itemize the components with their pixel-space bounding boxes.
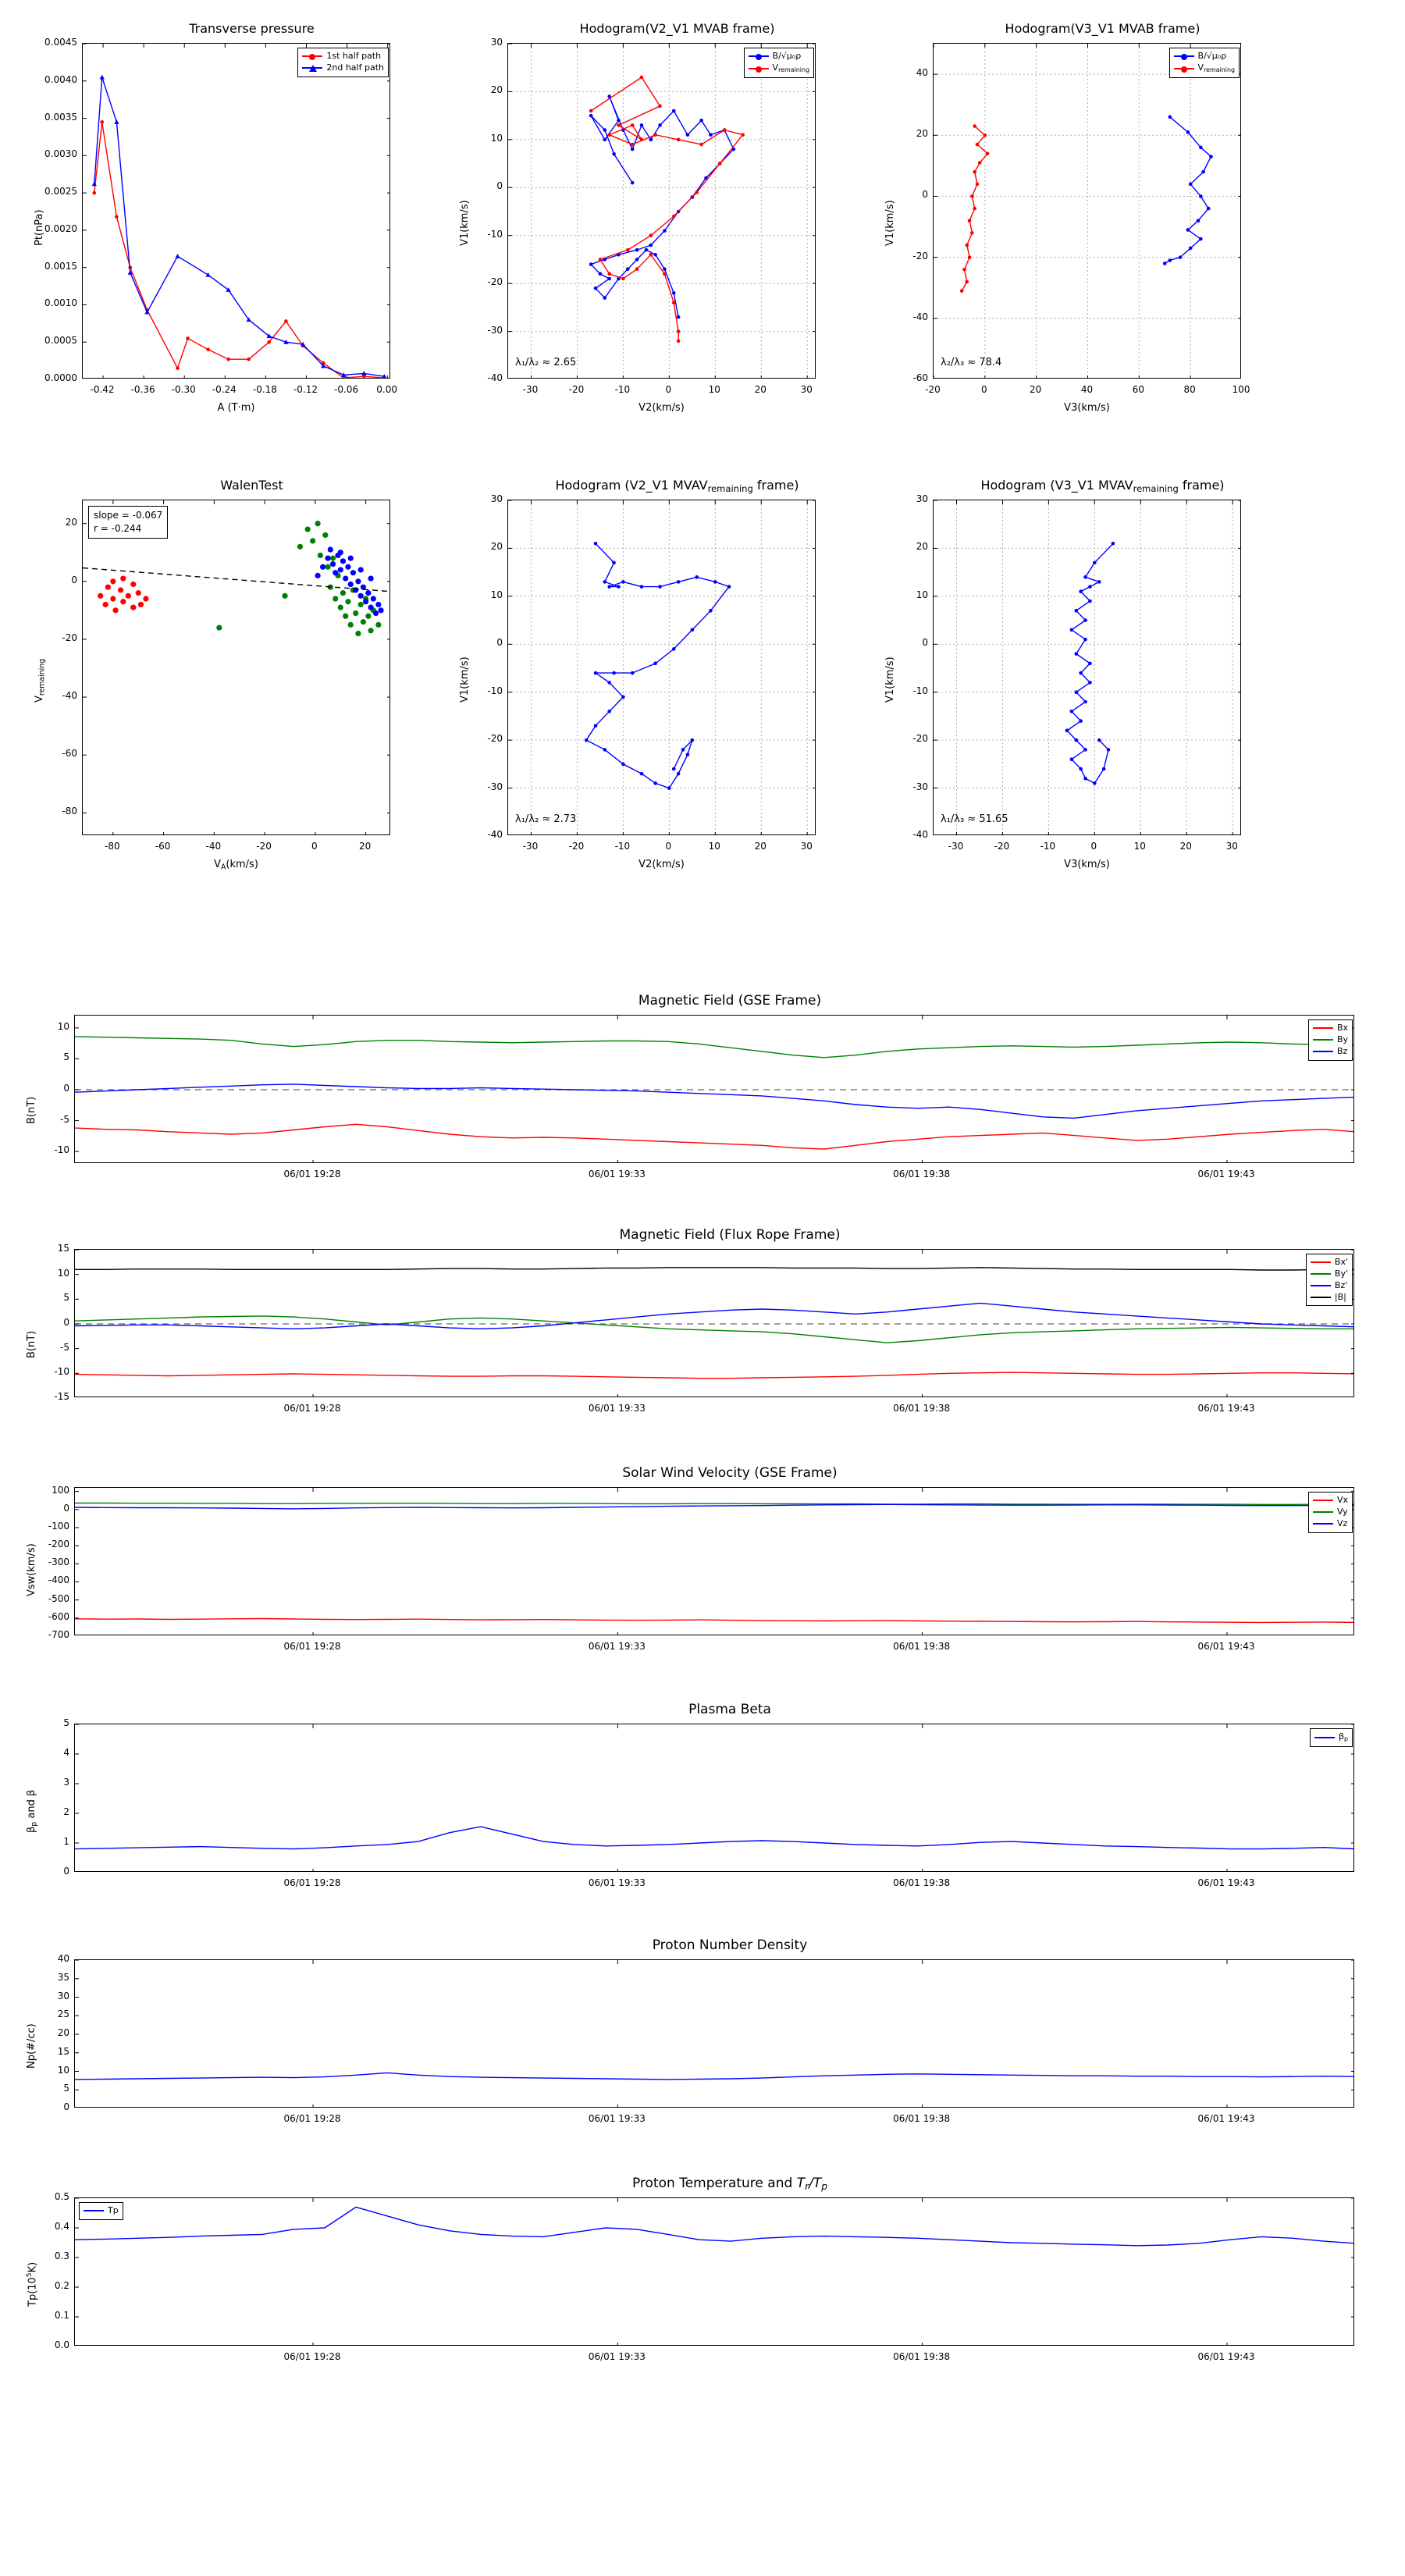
legend-entry: [302, 62, 384, 74]
y-axis-tick-label: -100: [48, 1520, 69, 1532]
x-axis-tick-label: -20: [925, 384, 941, 395]
legend-swatch-Tp: [84, 2210, 104, 2211]
y-axis-tick-label: 20: [916, 128, 928, 140]
x-axis-tick-label: -0.24: [212, 384, 237, 395]
legend-swatch-Bz: [1313, 1051, 1333, 1052]
y-axis-tick-label: -10: [487, 685, 503, 696]
legend-entry: [1174, 62, 1235, 75]
x-axis-tick-label: 06/01 19:28: [283, 1877, 341, 1888]
y-axis-tick-label: -600: [48, 1610, 69, 1622]
y-axis-tick-label: 15: [57, 2045, 69, 2057]
y-axis-tick-label: 0.3: [54, 2250, 69, 2261]
legend-swatch-Vx: [1313, 1500, 1333, 1501]
x-axis-tick-label: -10: [614, 384, 631, 395]
y-axis-tick-label: 5: [63, 1717, 69, 1728]
legend-marker: [756, 54, 762, 60]
y-axis-label: V1(km/s): [459, 656, 471, 703]
y-axis-label: V1(km/s): [884, 200, 896, 246]
x-axis-tick-label: 06/01 19:43: [1197, 1877, 1255, 1888]
y-axis-label: Np(#/cc): [26, 2023, 37, 2069]
y-axis-tick-label: -30: [487, 324, 503, 336]
y-axis-tick-label: -15: [54, 1391, 69, 1402]
plot-area: [82, 43, 390, 379]
x-axis-tick-label: 0: [311, 841, 318, 852]
y-axis-tick-label: -30: [487, 781, 503, 792]
y-axis-tick-label: 0: [922, 189, 928, 201]
legend-entry: [1313, 1046, 1348, 1058]
legend-marker: [1181, 66, 1187, 73]
chart-title: Hodogram (V2_V1 $MVAV_{remaining}$ frame): [555, 478, 799, 494]
y-axis-tick-label: 20: [916, 541, 928, 553]
fit-stat-line: r = -0.244: [94, 522, 142, 534]
y-axis-tick-label: 10: [490, 132, 503, 144]
y-axis-tick-label: -10: [54, 1144, 69, 1156]
x-axis-tick-label: 06/01 19:38: [893, 1641, 951, 1652]
y-axis-tick-label: 0.0020: [44, 222, 77, 234]
x-axis-tick-label: 06/01 19:43: [1197, 1403, 1255, 1414]
chart-title: Hodogram(V3_V1 MVAB frame): [1005, 21, 1200, 36]
y-axis-tick-label: 0: [922, 637, 928, 649]
x-axis-tick-label: 100: [1232, 384, 1250, 395]
plot-area: [933, 500, 1241, 835]
y-axis-tick-label: 0.2: [54, 2280, 69, 2291]
chart-legend: [1310, 1728, 1353, 1747]
y-axis-tick-label: 0: [63, 1502, 69, 1514]
y-axis-tick-label: -5: [60, 1341, 69, 1353]
legend-swatch-2nd half path: [302, 67, 322, 69]
y-axis-tick-label: 10: [490, 589, 503, 600]
fit-statistics-box: [88, 506, 168, 539]
legend-swatch-Bx: [1313, 1027, 1333, 1029]
x-axis-label: V3(km/s): [1064, 402, 1110, 414]
x-axis-tick-label: -10: [1040, 841, 1056, 852]
legend-swatch-By: [1313, 1039, 1333, 1041]
plot-area: [82, 500, 390, 835]
chart-title: Hodogram (V3_V1 $MVAV_{remaining}$ frame): [980, 478, 1225, 494]
x-axis-tick-label: 10: [708, 841, 720, 852]
y-axis-tick-label: 0.0035: [44, 111, 77, 123]
legend-entry: [1311, 1292, 1348, 1304]
chart-legend: [1306, 1254, 1353, 1306]
y-axis-tick-label: 10: [57, 1020, 69, 1032]
y-axis-tick-label: 20: [490, 84, 503, 96]
x-axis-tick-label: 20: [1030, 384, 1042, 395]
y-axis-tick-label: 5: [63, 1051, 69, 1063]
y-axis-label: $\beta_p$ and β: [26, 1789, 39, 1833]
x-axis-tick-label: 60: [1132, 384, 1144, 395]
x-axis-tick-label: -60: [155, 841, 171, 852]
x-axis-label: V2(km/s): [638, 402, 685, 414]
y-axis-label: B(nT): [26, 1330, 37, 1358]
legend-swatch-Bz': [1311, 1285, 1331, 1286]
plot-area: [507, 500, 816, 835]
chart-legend: [1308, 1019, 1353, 1061]
legend-entry: [1313, 1023, 1348, 1034]
legend-label: Bz: [1336, 1045, 1348, 1056]
legend-entry: [1314, 1731, 1348, 1744]
x-axis-tick-label: 0: [665, 841, 672, 852]
x-axis-label: $V_A(km/s)$: [214, 859, 258, 872]
chart-panel-hodogram-v3v1-mvav: [870, 475, 1272, 881]
legend-label: $V_{remaining}$: [772, 62, 809, 73]
y-axis-label: $Tp(10^5K)$: [26, 2261, 39, 2307]
x-axis-tick-label: 30: [800, 841, 813, 852]
legend-label: B/√μ₀ρ: [772, 51, 802, 61]
y-axis-tick-label: -30: [912, 781, 928, 792]
x-axis-tick-label: 06/01 19:38: [893, 1877, 951, 1888]
legend-entry: [1313, 1034, 1348, 1046]
y-axis-tick-label: 3: [63, 1777, 69, 1788]
x-axis-tick-label: 06/01 19:38: [893, 1403, 951, 1414]
y-axis-tick-label: 0.0000: [44, 372, 77, 383]
x-axis-tick-label: -0.42: [90, 384, 115, 395]
x-axis-tick-label: -0.06: [334, 384, 359, 395]
x-axis-tick-label: -30: [522, 384, 539, 395]
chart-legend: [79, 2202, 123, 2220]
legend-label: Vy: [1336, 1506, 1348, 1517]
legend-label: |B|: [1334, 1291, 1346, 1302]
legend-marker: [1181, 54, 1187, 60]
x-axis-tick-label: -30: [948, 841, 964, 852]
y-axis-tick-label: 0.0: [54, 2339, 69, 2350]
x-axis-tick-label: 80: [1183, 384, 1196, 395]
legend-entry: [1313, 1495, 1348, 1507]
legend-entry: [1313, 1507, 1348, 1518]
y-axis-tick-label: 0: [63, 1317, 69, 1328]
x-axis-tick-label: 0: [981, 384, 987, 395]
chart-legend: [297, 48, 389, 77]
y-axis-tick-label: -200: [48, 1539, 69, 1550]
chart-title: Hodogram(V2_V1 MVAB frame): [579, 21, 775, 36]
y-axis-tick-label: 30: [490, 37, 503, 48]
y-axis-tick-label: 5: [63, 1292, 69, 1304]
x-axis-tick-label: 06/01 19:33: [588, 1403, 646, 1414]
legend-label: Tp: [108, 2205, 119, 2215]
y-axis-label: Vsw(km/s): [26, 1543, 37, 1596]
fit-stat-line: slope = -0.067: [94, 510, 163, 521]
legend-label: Bx: [1336, 1023, 1348, 1033]
legend-label: $V_{remaining}$: [1197, 62, 1235, 73]
x-axis-tick-label: 20: [1179, 841, 1192, 852]
x-axis-tick-label: -30: [522, 841, 539, 852]
x-axis-tick-label: 06/01 19:38: [893, 2351, 951, 2362]
y-axis-tick-label: 100: [52, 1484, 69, 1496]
y-axis-tick-label: -20: [62, 632, 77, 643]
y-axis-tick-label: -400: [48, 1574, 69, 1586]
x-axis-tick-label: 06/01 19:43: [1197, 1169, 1255, 1179]
x-axis-tick-label: -80: [105, 841, 120, 852]
y-axis-tick-label: 0.0025: [44, 186, 77, 197]
y-axis-tick-label: 10: [57, 1267, 69, 1279]
chart-title: Proton Temperature and $T_r/T_p$: [631, 2176, 828, 2193]
x-axis-tick-label: 30: [1225, 841, 1238, 852]
legend-label: $\beta_p$: [1338, 1731, 1348, 1742]
plot-area: [74, 1487, 1354, 1635]
y-axis-tick-label: 0: [496, 180, 503, 192]
legend-label: Vz: [1336, 1517, 1348, 1528]
plot-area: [74, 1249, 1354, 1397]
x-axis-tick-label: -0.36: [130, 384, 155, 395]
x-axis-tick-label: -0.18: [252, 384, 277, 395]
chart-panel-hodogram-v3v1-mvab: [870, 18, 1272, 424]
legend-swatch-1st half path: [302, 55, 322, 57]
x-axis-tick-label: 0.00: [376, 384, 398, 395]
x-axis-tick-label: 06/01 19:33: [588, 2351, 646, 2362]
legend-entry: [1311, 1268, 1348, 1280]
y-axis-tick-label: 20: [65, 516, 77, 528]
chart-panel-proton-temperature: [12, 2172, 1385, 2391]
y-axis-tick-label: -60: [62, 748, 77, 760]
y-axis-tick-label: 5: [63, 2083, 69, 2094]
x-axis-tick-label: -40: [205, 841, 222, 852]
y-axis-tick-label: -300: [48, 1557, 69, 1568]
legend-swatch-|B|: [1311, 1297, 1331, 1298]
legend-marker: [309, 65, 317, 72]
y-axis-tick-label: -10: [487, 228, 503, 240]
x-axis-tick-label: 06/01 19:43: [1197, 2351, 1255, 2362]
x-axis-tick-label: 10: [1133, 841, 1146, 852]
legend-swatch-Bx': [1311, 1261, 1331, 1263]
y-axis-tick-label: 0: [63, 1083, 69, 1094]
y-axis-tick-label: 2: [63, 1806, 69, 1817]
x-axis-tick-label: -0.30: [171, 384, 196, 395]
y-axis-tick-label: -10: [912, 685, 928, 696]
legend-entry: [1311, 1257, 1348, 1268]
plot-area: [74, 1959, 1354, 2108]
x-axis-tick-label: 0: [665, 384, 672, 395]
y-axis-tick-label: -40: [487, 829, 503, 840]
y-axis-tick-label: -5: [60, 1113, 69, 1125]
y-axis-label: Pt(nPa): [34, 209, 45, 246]
y-axis-tick-label: 30: [490, 493, 503, 504]
legend-swatch-Vy: [1313, 1511, 1333, 1513]
y-axis-tick-label: -20: [487, 733, 503, 745]
y-axis-tick-label: 0.0030: [44, 148, 77, 160]
y-axis-label: V1(km/s): [459, 200, 471, 246]
y-axis-tick-label: 1: [63, 1836, 69, 1847]
legend-label: 2nd half path: [326, 62, 384, 73]
x-axis-tick-label: 40: [1080, 384, 1094, 395]
x-axis-tick-label: -0.12: [293, 384, 318, 395]
legend-label: B/√μ₀ρ: [1197, 51, 1227, 61]
x-axis-tick-label: -20: [568, 384, 585, 395]
y-axis-tick-label: 0.0045: [44, 37, 77, 48]
chart-legend: [1169, 48, 1240, 78]
eigenvalue-ratio-annotation: λ₁/λ₂ ≈ 2.73: [515, 813, 577, 825]
legend-label: 1st half path: [326, 51, 382, 61]
y-axis-label: $V_{remaining}$: [34, 658, 47, 703]
x-axis-tick-label: -20: [994, 841, 1010, 852]
chart-panel-magnetic-field-flux-rope: [12, 1224, 1385, 1443]
y-axis-tick-label: 0: [71, 574, 77, 585]
y-axis-tick-label: 0.0005: [44, 335, 77, 347]
legend-label: Vx: [1336, 1495, 1348, 1505]
eigenvalue-ratio-annotation: λ₂/λ₃ ≈ 78.4: [941, 357, 1002, 368]
y-axis-tick-label: -20: [912, 250, 928, 262]
y-axis-tick-label: -700: [48, 1629, 69, 1640]
x-axis-label: A (T·m): [217, 402, 255, 414]
y-axis-tick-label: 30: [916, 493, 928, 504]
y-axis-tick-label: 0.5: [54, 2191, 69, 2202]
x-axis-tick-label: 06/01 19:28: [283, 1641, 341, 1652]
chart-title: Magnetic Field (GSE Frame): [638, 993, 822, 1009]
x-axis-tick-label: 10: [708, 384, 720, 395]
y-axis-tick-label: -40: [487, 372, 503, 383]
y-axis-tick-label: -20: [487, 276, 503, 288]
chart-title: Plasma Beta: [688, 1702, 771, 1717]
x-axis-tick-label: 30: [800, 384, 813, 395]
x-axis-tick-label: 06/01 19:43: [1197, 2113, 1255, 2124]
y-axis-tick-label: 0: [63, 2101, 69, 2112]
legend-label: By: [1336, 1034, 1348, 1044]
y-axis-tick-label: 0.4: [54, 2221, 69, 2232]
y-axis-label: B(nT): [26, 1096, 37, 1124]
y-axis-tick-label: -10: [54, 1366, 69, 1378]
y-axis-label: V1(km/s): [884, 656, 896, 703]
x-axis-tick-label: 06/01 19:43: [1197, 1641, 1255, 1652]
legend-entry: [84, 2205, 119, 2217]
y-axis-tick-label: 35: [57, 1971, 69, 1983]
plot-area: [933, 43, 1241, 379]
y-axis-tick-label: -40: [912, 311, 928, 322]
x-axis-tick-label: -20: [568, 841, 585, 852]
legend-marker: [309, 54, 315, 60]
legend-marker: [756, 66, 762, 73]
x-axis-tick-label: 06/01 19:33: [588, 1877, 646, 1888]
legend-swatch-V_remaining: [1174, 68, 1194, 69]
x-axis-tick-label: 20: [754, 384, 767, 395]
y-axis-tick-label: -80: [62, 806, 77, 817]
y-axis-tick-label: 40: [57, 1953, 69, 1964]
x-axis-label: V3(km/s): [1064, 859, 1110, 870]
y-axis-tick-label: 0.1: [54, 2310, 69, 2321]
chart-title: Proton Number Density: [652, 1937, 808, 1953]
y-axis-tick-label: 15: [57, 1243, 69, 1254]
y-axis-tick-label: 0: [496, 637, 503, 649]
x-axis-tick-label: 20: [358, 841, 372, 852]
legend-label: Bz': [1334, 1279, 1348, 1290]
legend-swatch-V_remaining: [749, 68, 769, 69]
legend-entry: [1311, 1280, 1348, 1292]
x-axis-tick-label: 06/01 19:33: [588, 1641, 646, 1652]
y-axis-tick-label: 20: [490, 541, 503, 553]
y-axis-tick-label: -60: [912, 372, 928, 383]
legend-label: Bx': [1334, 1257, 1348, 1267]
legend-entry: [749, 51, 809, 62]
x-axis-tick-label: 20: [754, 841, 767, 852]
legend-entry: [749, 62, 809, 75]
legend-swatch-β_p: [1314, 1737, 1335, 1738]
plot-area: [507, 43, 816, 379]
x-axis-tick-label: 06/01 19:28: [283, 2113, 341, 2124]
x-axis-tick-label: 06/01 19:28: [283, 1169, 341, 1179]
y-axis-tick-label: 10: [916, 589, 928, 600]
x-axis-tick-label: -10: [614, 841, 631, 852]
legend-label: By': [1334, 1268, 1348, 1279]
x-axis-tick-label: 06/01 19:28: [283, 2351, 341, 2362]
plot-area: [74, 1015, 1354, 1163]
legend-swatch-B/√μ₀ρ: [749, 55, 769, 57]
chart-panel-proton-number-density: [12, 1934, 1385, 2153]
y-axis-tick-label: 4: [63, 1747, 69, 1758]
plot-area: [74, 2197, 1354, 2346]
eigenvalue-ratio-annotation: λ₁/λ₂ ≈ 2.65: [515, 357, 577, 368]
x-axis-tick-label: -20: [256, 841, 272, 852]
chart-title: WalenTest: [220, 478, 283, 493]
x-axis-tick-label: 0: [1090, 841, 1097, 852]
chart-legend: [1308, 1492, 1353, 1533]
chart-panel-plasma-beta: [12, 1699, 1385, 1917]
x-axis-tick-label: 06/01 19:28: [283, 1403, 341, 1414]
y-axis-tick-label: 10: [57, 2064, 69, 2076]
y-axis-tick-label: 0.0015: [44, 260, 77, 272]
chart-panel-magnetic-field-gse: [12, 990, 1385, 1208]
legend-swatch-By': [1311, 1273, 1331, 1275]
legend-entry: [1174, 51, 1235, 62]
legend-entry: [1313, 1518, 1348, 1530]
chart-legend: [744, 48, 814, 78]
chart-panel-walen-test: [20, 475, 422, 881]
chart-panel-hodogram-v2v1-mvav: [445, 475, 847, 881]
y-axis-tick-label: 40: [916, 67, 928, 79]
eigenvalue-ratio-annotation: λ₁/λ₃ ≈ 51.65: [941, 813, 1008, 825]
y-axis-tick-label: 30: [57, 1990, 69, 2001]
x-axis-tick-label: 06/01 19:33: [588, 2113, 646, 2124]
chart-title: Magnetic Field (Flux Rope Frame): [619, 1227, 841, 1243]
chart-title: Solar Wind Velocity (GSE Frame): [622, 1465, 838, 1481]
y-axis-tick-label: -40: [62, 690, 77, 702]
y-axis-tick-label: -40: [912, 829, 928, 840]
y-axis-tick-label: 20: [57, 2027, 69, 2038]
legend-entry: [302, 51, 384, 62]
x-axis-tick-label: 06/01 19:38: [893, 2113, 951, 2124]
y-axis-tick-label: -500: [48, 1592, 69, 1604]
chart-panel-transverse-pressure: [20, 18, 422, 424]
y-axis-tick-label: 0.0010: [44, 297, 77, 309]
chart-panel-solar-wind-velocity-gse: [12, 1462, 1385, 1681]
x-axis-tick-label: 06/01 19:33: [588, 1169, 646, 1179]
y-axis-tick-label: 0.0040: [44, 73, 77, 85]
x-axis-label: V2(km/s): [638, 859, 685, 870]
y-axis-tick-label: 25: [57, 2008, 69, 2020]
y-axis-tick-label: -20: [912, 733, 928, 745]
y-axis-tick-label: 0: [63, 1866, 69, 1877]
legend-swatch-Vz: [1313, 1523, 1333, 1525]
chart-panel-hodogram-v2v1-mvab: [445, 18, 847, 424]
x-axis-tick-label: 06/01 19:38: [893, 1169, 951, 1179]
plot-area: [74, 1724, 1354, 1872]
legend-swatch-B/√μ₀ρ: [1174, 55, 1194, 57]
chart-title: Transverse pressure: [189, 21, 315, 36]
